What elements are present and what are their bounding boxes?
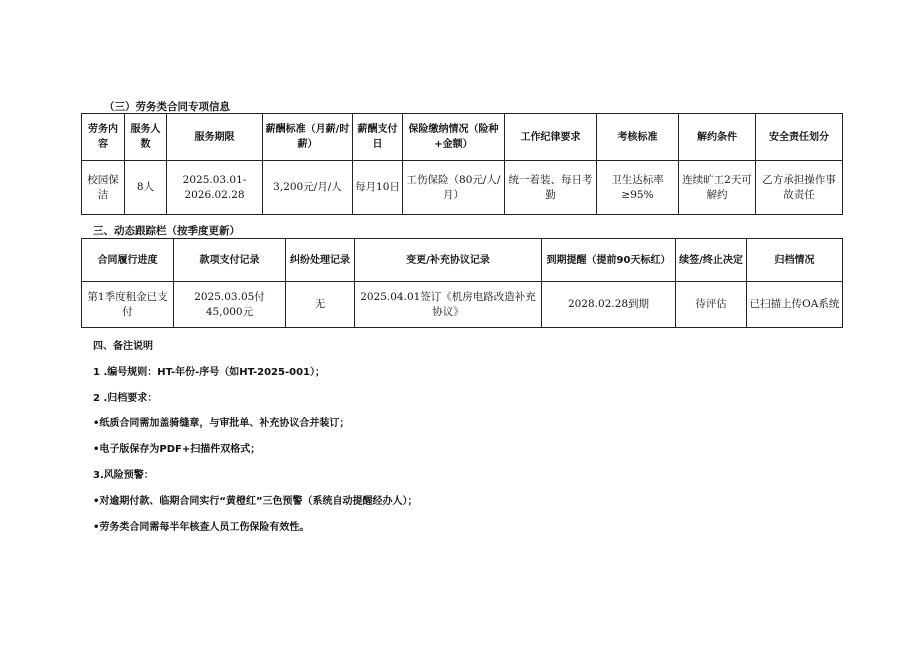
header-expiry-reminder: 到期提醒（提前90天标红） [542,239,676,282]
header-insurance: 保险缴纳情况（险种+金额） [403,114,505,161]
header-service-period: 服务期限 [167,114,263,161]
cell-labor-content: 校园保洁 [82,161,125,215]
note-line: •对逾期付款、临期合同实行“黄橙红”三色预警（系统自动提醒经办人）； [93,496,418,507]
cell-archive-status: 已扫描上传OA系统 [747,282,843,328]
header-performance-progress: 合同履行进度 [82,239,174,282]
cell-pay-day: 每月10日 [353,161,403,215]
cell-salary-standard: 3,200元/月/人 [263,161,353,215]
note-line: 3.风险预警： [93,470,154,481]
labor-contract-section-title: （三）劳务类合同专项信息 [104,101,230,113]
header-amendment-records: 变更/补充协议记录 [355,239,542,282]
header-labor-content: 劳务内容 [82,114,125,161]
dynamic-tracking-section-title: 三、动态跟踪栏（按季度更新） [93,225,240,237]
cell-assessment: 卫生达标率≥95% [597,161,679,215]
note-line: 2 .归档要求： [93,393,158,404]
cell-dispute-records: 无 [286,282,355,328]
header-payment-records: 款项支付记录 [174,239,286,282]
header-safety-liability: 安全责任划分 [756,114,843,161]
header-renewal-decision: 续签/终止决定 [676,239,747,282]
cell-insurance: 工伤保险（80元/人/月） [403,161,505,215]
header-work-discipline: 工作纪律要求 [505,114,597,161]
header-salary-standard: 薪酬标准（月薪/时薪） [263,114,353,161]
cell-payment-records: 2025.03.05付45,000元 [174,282,286,328]
notes-section-title: 四、备注说明 [93,341,153,352]
cell-expiry-reminder: 2028.02.28到期 [542,282,676,328]
header-termination: 解约条件 [679,114,756,161]
cell-performance-progress: 第1季度租金已支付 [82,282,174,328]
note-line: •电子版保存为PDF+扫描件双格式； [93,444,261,455]
note-line: •劳务类合同需每半年核查人员工伤保险有效性。 [93,522,310,533]
cell-amendment-records: 2025.04.01签订《机房电路改造补充协议》 [355,282,542,328]
dynamic-tracking-table [81,238,843,328]
cell-service-count: 8人 [125,161,167,215]
cell-service-period: 2025.03.01-2026.02.28 [167,161,263,215]
header-pay-day: 薪酬支付日 [353,114,403,161]
dynamic-table-header-row [82,239,843,282]
note-line: •纸质合同需加盖骑缝章，与审批单、补充协议合并装订； [93,418,350,429]
table-row [82,161,843,215]
labor-contract-table [81,113,843,215]
header-dispute-records: 纠纷处理记录 [286,239,355,282]
table-row [82,282,843,328]
header-assessment: 考核标准 [597,114,679,161]
note-line: 1 .编号规则：HT-年份-序号（如HT-2025-001）； [93,367,325,378]
cell-termination: 连续旷工2天可解约 [679,161,756,215]
cell-work-discipline: 统一着装、每日考勤 [505,161,597,215]
header-service-count: 服务人数 [125,114,167,161]
labor-table-header-row [82,114,843,161]
cell-renewal-decision: 待评估 [676,282,747,328]
header-archive-status: 归档情况 [747,239,843,282]
cell-safety-liability: 乙方承担操作事故责任 [756,161,843,215]
